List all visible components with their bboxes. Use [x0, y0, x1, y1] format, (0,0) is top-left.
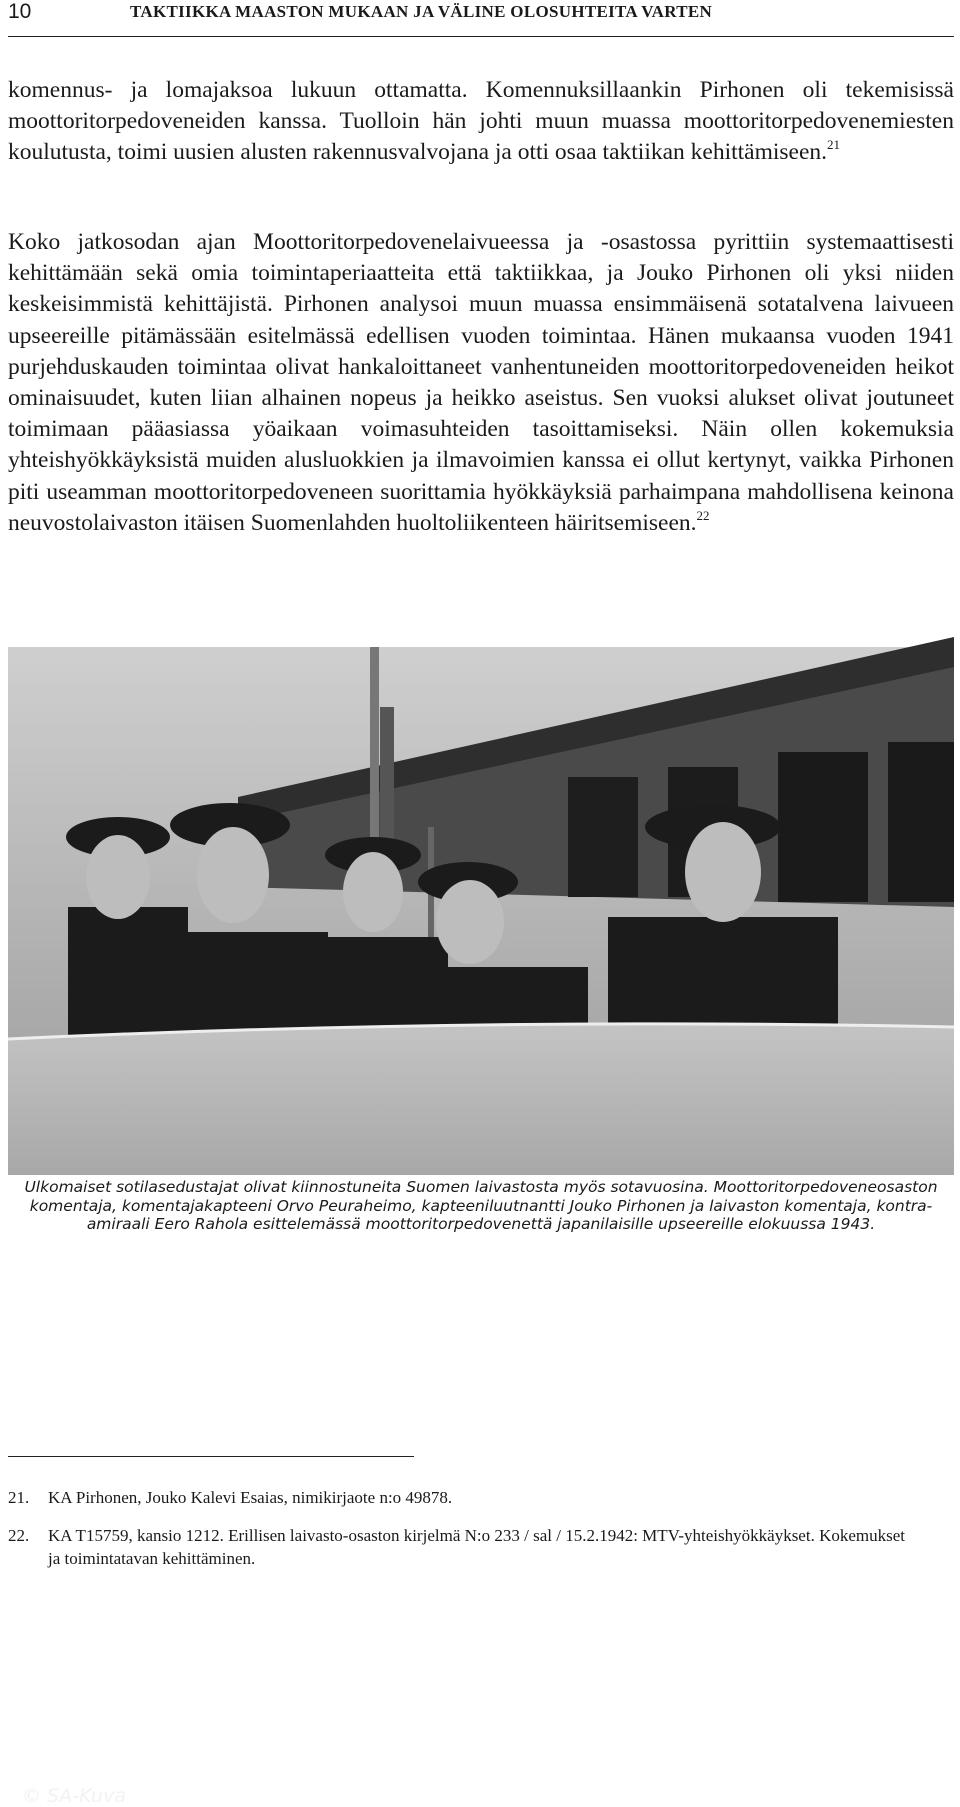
footnote-text: KA T15759, kansio 1212. Erillisen laivasto-osaston kirjelmä N:o 233 / sal / 15.2.1942: MTV-yhteishyökkäykset. Kokemukset ja toimintatavan kehittäminen. [48, 1526, 906, 1568]
footnote-number: 21. [8, 1488, 30, 1507]
footnote-text: KA Pirhonen, Jouko Kalevi Esaias, nimikirjaote n:o 49878. [48, 1488, 453, 1507]
paragraph-1 [8, 75, 954, 169]
footnote-ref-21[interactable]: 21 [827, 137, 841, 153]
page-number: 10 [8, 0, 32, 23]
paragraph-1-text: komennus- ja lomajaksoa lukuun ottamatta. Komennuksillaankin Pirhonen oli tekemisissä moottoritorpedoveneiden kanssa. Tuolloin hän johti muun muassa moottoritorpedovenemiesten koulutusta, toimi uusien alusten rakennusvalvojana ja otti osaa taktiikan kehittämiseen. [8, 77, 954, 166]
footnote-ref-22[interactable]: 22 [696, 507, 710, 523]
photo-credit: © SA-Kuva [22, 1785, 126, 1807]
footnote-number: 22. [8, 1526, 30, 1545]
page-header [8, 0, 954, 37]
running-head: TAKTIIKKA MAASTON MUKAAN JA VÄLINE OLOSUHTEITA VARTEN [130, 2, 713, 21]
photo-caption: Ulkomaiset sotilasedustajat olivat kiinnostuneita Suomen laivastosta myös sotavuosina. Moottoritorpedoveneosaston komentaja, komentajakapteeni Orvo Peuraheimo, kapteeniluutnantti Jouko Pirhonen ja laivaston komentaja, kontra-amiraali Eero Rahola esittelemässä moottoritorpedovenettä japanilaisille upseereille elokuussa 1943. [24, 1178, 938, 1233]
footnote-divider [8, 1456, 414, 1457]
paragraph-2-text: Koko jatkosodan ajan Moottoritorpedovenelaivueessa ja -osastossa pyrittiin systemaattisesti kehittämään sekä omia toimintaperiaatteita että taktiikkaa, ja Jouko Pirhonen oli yksi niiden keskeisimmistä kehittäjistä. Pirhonen analysoi muun muassa ensimmäisenä sotatalvena laivueen upseereille pitämässään esitelmässä edellisen vuoden toimintaa. Hänen mukaansa vuoden 1941 purjehduskauden toimintaa olivat hankaloittaneet vanhentuneiden moottoritorpedoveneiden heikot ominaisuudet, kuten liian alhainen nopeus ja heikko aseistus. Sen vuoksi alukset olivat joutuneet toimimaan pääasiassa yöaikaan voimasuhteiden tasoittamiseksi. Näin ollen kokemuksia yhteishyökkäyksistä muiden alusluokkien ja ilmavoimien kanssa ei ollut kertynyt, vaikka Pirhonen piti useamman moottoritorpedoveneen suorittamia hyökkäyksiä parhaimpana mahdollisena keinona neuvostolaivaston itäisen Suomenlahden huoltoliikenteen häiritsemiseen. [8, 229, 954, 536]
paragraph-2 [8, 227, 954, 539]
officers-photo-illustration [8, 647, 954, 1175]
